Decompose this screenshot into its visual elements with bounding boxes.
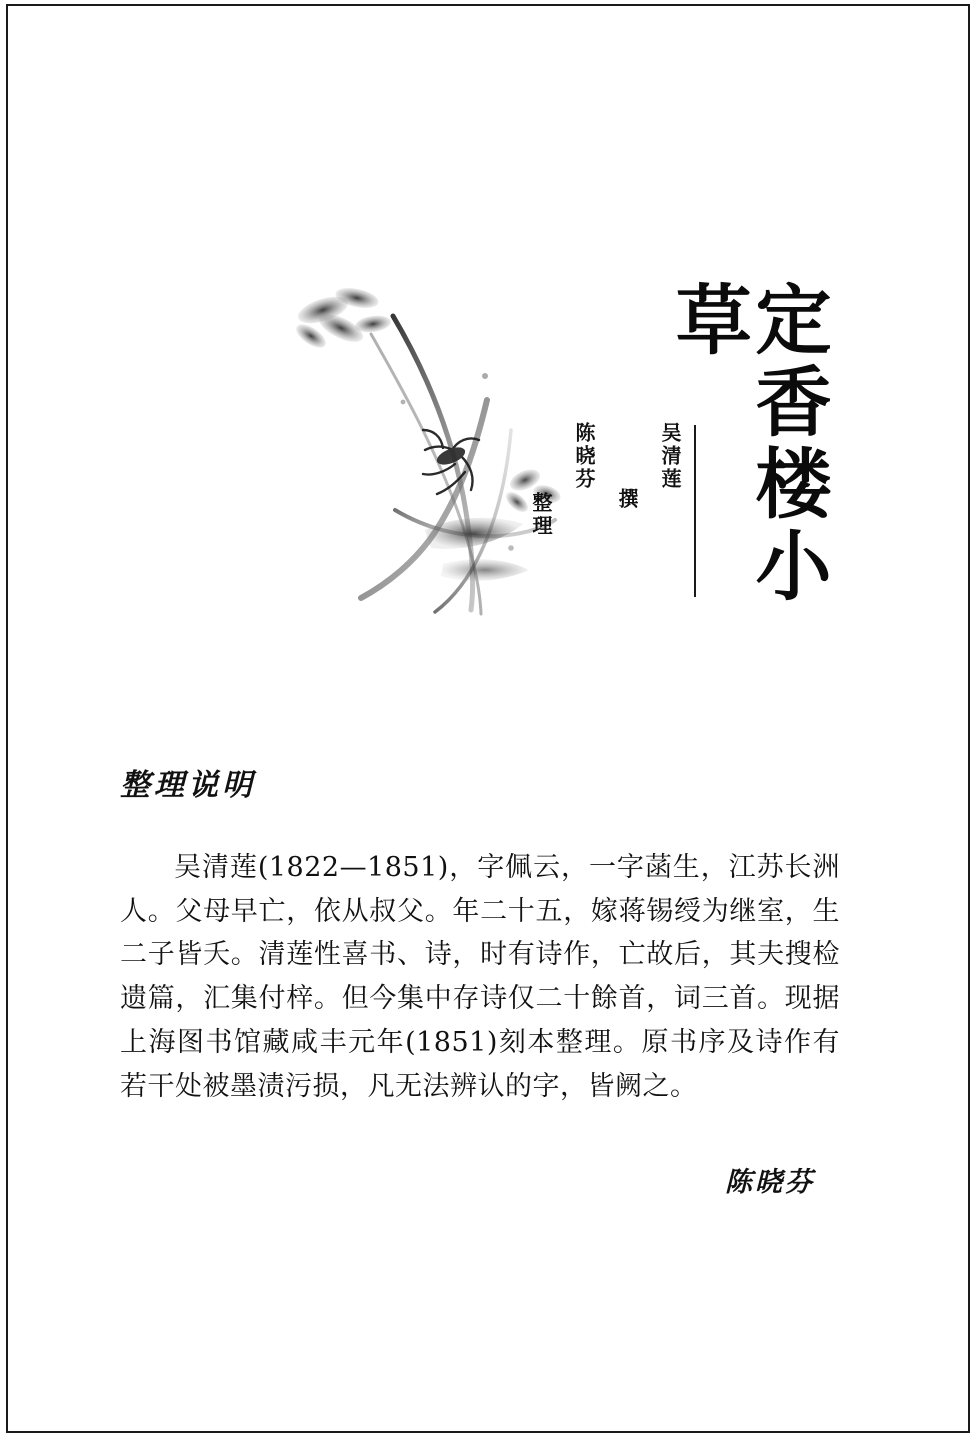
preface-section	[120, 760, 860, 1199]
cover-title-block	[0, 270, 977, 670]
book-title: 定香楼小草	[663, 280, 832, 608]
byline-editor-name: 陈晓芬	[572, 422, 596, 491]
preface-signature: 陈晓芬	[725, 1167, 815, 1199]
byline-divider	[694, 425, 696, 597]
byline-editor-role: 整理	[529, 492, 553, 538]
page-border	[6, 4, 970, 1433]
byline	[526, 422, 684, 602]
byline-author-name: 吴清莲	[658, 422, 682, 491]
preface-heading: 整理说明	[120, 768, 256, 803]
preface-paragraph: 吴清莲(1822—1851)，字佩云，一字菡生，江苏长洲人。父母早亡，依从叔父。年二十五，嫁蒋锡绶为继室，生二子皆夭。清莲性喜书、诗，时有诗作，亡故后，其夫搜检遗篇，汇集付梓。但今集中存诗仅二十餘首，词三首。现据上海图书馆藏咸丰元年(1851)刻本整理。原书序及诗作有若干处被墨渍污损，凡无法辨认的字，皆阙之。	[120, 852, 840, 1102]
byline-author-role: 撰	[615, 488, 639, 511]
